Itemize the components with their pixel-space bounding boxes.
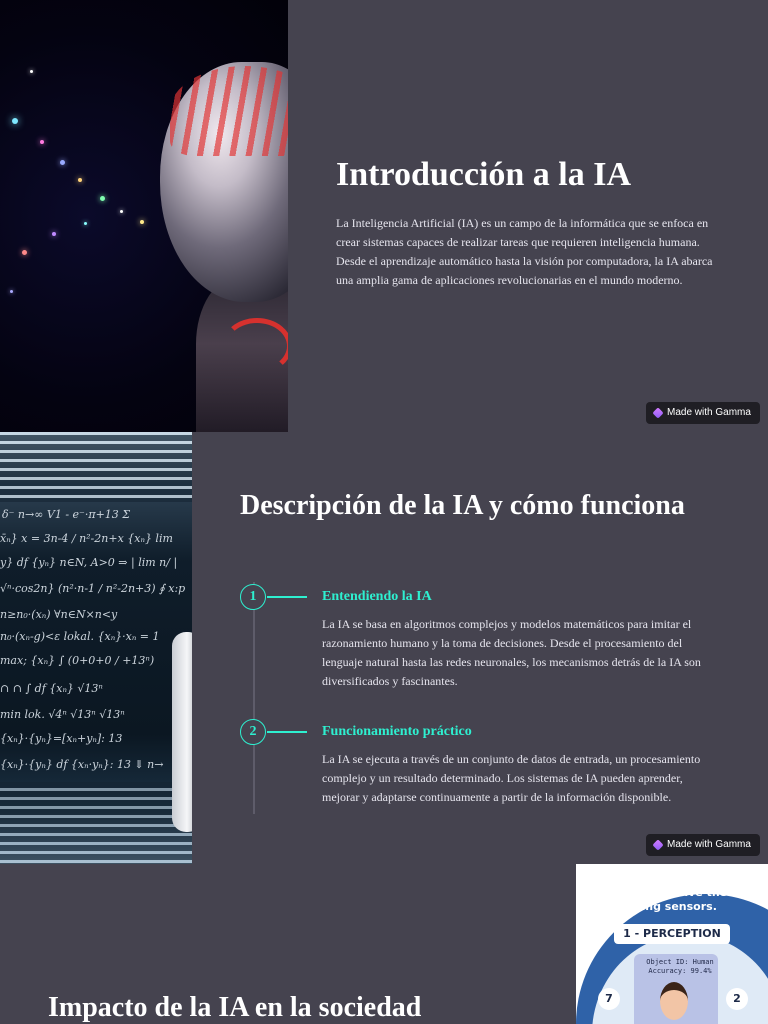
perception-infographic-image — [576, 864, 768, 1024]
slide-title: Introducción a la IA — [336, 156, 632, 193]
badge-label: Made with Gamma — [667, 839, 751, 850]
robot-red-accent — [222, 318, 288, 374]
slide-introduccion — [0, 0, 768, 432]
step-title: Funcionamiento práctico — [322, 724, 472, 739]
human-face-icon — [660, 982, 688, 1020]
ceiling-lights — [0, 432, 192, 502]
step-connector — [267, 731, 307, 733]
equation-art: n≥n₀·(xₙ) ∀n∈N×n<y — [0, 608, 118, 621]
equation-art: x̄ₙ} x = 3n-4 / n²-2n+x {xₙ} lim — [0, 532, 173, 545]
equation-art: ∩ ∩ ∫ df {xₙ} √13ⁿ — [0, 682, 103, 695]
equation-art: min lok. √4ⁿ √13ⁿ √13ⁿ — [0, 708, 125, 721]
badge-label: Made with Gamma — [667, 407, 751, 418]
equation-art: n₀·(xₙ-g)<ε lokal. {xₙ}·xₙ = 1 — [0, 630, 160, 643]
math-board-image — [0, 432, 192, 864]
step-text: La IA se ejecuta a través de un conjunto de datos de entrada, un procesamiento complejo y un resultado determinado. Los sistemas de IA pueden aprender, mejorar y adaptarse continuamente a partir de la información disponible. — [322, 752, 701, 804]
gamma-logo-icon — [652, 839, 663, 850]
step-text: La IA se basa en algoritmos complejos y modelos matemáticos para imitar el razonamiento humano y la toma de decisiones. Desde el procesamiento del lenguaje natural hasta las redes neuronales, los mecanismos detrás de la IA son diversificados y fascinantes. — [322, 617, 701, 688]
slide-descripcion — [0, 432, 768, 864]
infographic-banner: 1 - PERCEPTION — [614, 924, 730, 944]
screen-line: Object ID: Human — [646, 958, 714, 966]
step-number-badge: 2 — [240, 719, 266, 745]
timeline-line — [253, 582, 255, 814]
equation-art: {xₙ}·{yₙ}=[xₙ+yₙ]: 13 — [0, 732, 123, 745]
infographic-number: 2 — [726, 988, 748, 1010]
equation-art: {xₙ}·{yₙ} df {xₙ·yₙ}: 13 ⇓ n→ — [0, 758, 164, 771]
slide-title: Impacto de la IA en la sociedad — [48, 992, 422, 1023]
infographic-header: Computers perceive the world using sensors. — [578, 886, 766, 913]
slide-impacto — [0, 864, 768, 1024]
floor-lights — [0, 782, 192, 864]
slide-body: La Inteligencia Artificial (IA) es un campo de la informática que se enfoca en crear sistemas capaces de realizar tareas que requieren inteligencia humana. Desde el aprendizaje automático hasta la visión por computadora, la IA abarca una amplia gama de aplicaciones revolucionarias en el mundo moderno. — [336, 216, 713, 287]
robot-head-image — [0, 0, 288, 432]
screen-line: Accuracy: 99.4% — [648, 967, 712, 975]
infographic-number: 7 — [598, 988, 620, 1010]
made-with-gamma-badge[interactable] — [646, 402, 760, 424]
equation-art: √ⁿ·cos2n} (n²·n-1 / n²-2n+3) ∮ x:p — [0, 582, 186, 595]
gamma-logo-icon — [652, 407, 663, 418]
infographic-screen-text — [640, 958, 720, 976]
step-title: Entendiendo la IA — [322, 589, 432, 604]
equation-art: max; {xₙ} ∫ (0+0+0 / +13ⁿ) — [0, 654, 155, 667]
robot-red-stripes — [170, 66, 288, 156]
slide-title: Descripción de la IA y cómo funciona — [240, 490, 685, 521]
made-with-gamma-badge[interactable] — [646, 834, 760, 856]
robot-arm-shape — [172, 632, 192, 832]
step-number-badge: 1 — [240, 584, 266, 610]
step-connector — [267, 596, 307, 598]
equation-art: δ⁻ n→∞ V1 - e⁻·π+13 Σ — [2, 508, 131, 521]
equation-art: y} df {yₙ} n∈N, A>0 ⇒ | lim n/ | — [0, 556, 178, 569]
